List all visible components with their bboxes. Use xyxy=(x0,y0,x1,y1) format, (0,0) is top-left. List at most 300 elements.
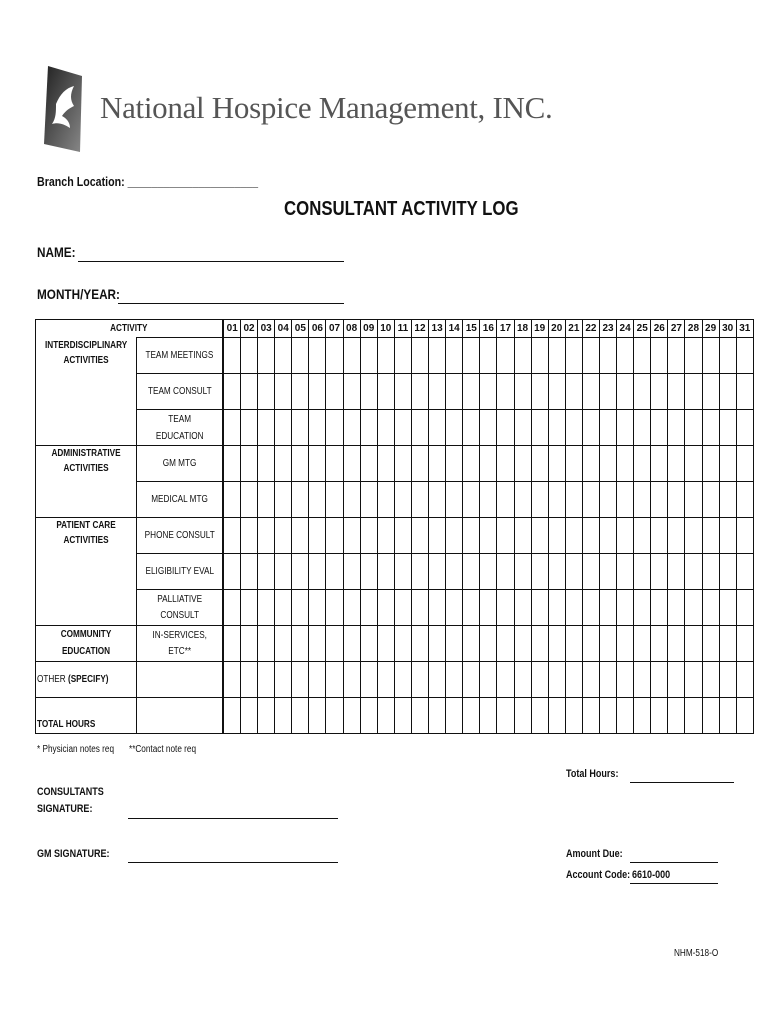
day-cell[interactable] xyxy=(634,590,651,626)
day-cell[interactable] xyxy=(685,662,702,698)
day-cell[interactable] xyxy=(258,338,275,374)
day-cell[interactable] xyxy=(360,662,377,698)
day-cell[interactable] xyxy=(599,662,616,698)
day-cell[interactable] xyxy=(514,554,531,590)
day-cell[interactable] xyxy=(360,410,377,446)
day-cell[interactable] xyxy=(411,338,428,374)
day-cell[interactable] xyxy=(275,554,292,590)
day-cell[interactable] xyxy=(241,482,258,518)
day-cell[interactable] xyxy=(343,554,360,590)
day-cell[interactable] xyxy=(360,446,377,482)
day-cell[interactable] xyxy=(565,446,582,482)
day-cell[interactable] xyxy=(514,446,531,482)
day-cell[interactable] xyxy=(292,626,309,662)
day-cell[interactable] xyxy=(377,482,394,518)
day-cell[interactable] xyxy=(326,626,343,662)
day-cell[interactable] xyxy=(548,338,565,374)
day-cell[interactable] xyxy=(463,446,480,482)
day-cell[interactable] xyxy=(531,410,548,446)
day-cell[interactable] xyxy=(326,446,343,482)
day-cell[interactable] xyxy=(634,410,651,446)
day-cell[interactable] xyxy=(548,554,565,590)
day-cell[interactable] xyxy=(326,590,343,626)
day-cell[interactable] xyxy=(258,374,275,410)
day-cell[interactable] xyxy=(326,338,343,374)
day-cell[interactable] xyxy=(497,446,514,482)
day-cell[interactable] xyxy=(309,554,326,590)
day-cell[interactable] xyxy=(360,338,377,374)
day-cell[interactable] xyxy=(617,374,634,410)
day-cell[interactable] xyxy=(719,554,736,590)
day-cell[interactable] xyxy=(719,626,736,662)
day-cell[interactable] xyxy=(292,482,309,518)
day-cell[interactable] xyxy=(223,338,240,374)
day-cell[interactable] xyxy=(719,482,736,518)
day-cell[interactable] xyxy=(343,338,360,374)
day-cell[interactable] xyxy=(446,374,463,410)
day-cell[interactable] xyxy=(446,698,463,734)
day-cell[interactable] xyxy=(497,482,514,518)
day-cell[interactable] xyxy=(275,626,292,662)
day-cell[interactable] xyxy=(582,518,599,554)
day-cell[interactable] xyxy=(360,698,377,734)
day-cell[interactable] xyxy=(223,482,240,518)
day-cell[interactable] xyxy=(241,338,258,374)
day-cell[interactable] xyxy=(241,446,258,482)
day-cell[interactable] xyxy=(702,698,719,734)
day-cell[interactable] xyxy=(480,374,497,410)
day-cell[interactable] xyxy=(719,518,736,554)
day-cell[interactable] xyxy=(531,554,548,590)
day-cell[interactable] xyxy=(292,338,309,374)
day-cell[interactable] xyxy=(531,590,548,626)
day-cell[interactable] xyxy=(685,554,702,590)
day-cell[interactable] xyxy=(343,482,360,518)
day-cell[interactable] xyxy=(634,698,651,734)
day-cell[interactable] xyxy=(617,698,634,734)
day-cell[interactable] xyxy=(634,446,651,482)
day-cell[interactable] xyxy=(411,518,428,554)
day-cell[interactable] xyxy=(634,626,651,662)
day-cell[interactable] xyxy=(241,554,258,590)
day-cell[interactable] xyxy=(497,590,514,626)
total-hours-field[interactable] xyxy=(630,782,734,783)
day-cell[interactable] xyxy=(446,662,463,698)
day-cell[interactable] xyxy=(326,482,343,518)
name-field[interactable] xyxy=(78,261,344,262)
day-cell[interactable] xyxy=(582,482,599,518)
day-cell[interactable] xyxy=(651,446,668,482)
day-cell[interactable] xyxy=(429,590,446,626)
day-cell[interactable] xyxy=(651,374,668,410)
day-cell[interactable] xyxy=(394,374,411,410)
day-cell[interactable] xyxy=(582,338,599,374)
other-specify-field[interactable] xyxy=(137,662,224,698)
day-cell[interactable] xyxy=(514,410,531,446)
day-cell[interactable] xyxy=(634,374,651,410)
day-cell[interactable] xyxy=(651,410,668,446)
day-cell[interactable] xyxy=(411,590,428,626)
day-cell[interactable] xyxy=(480,482,497,518)
day-cell[interactable] xyxy=(599,626,616,662)
day-cell[interactable] xyxy=(241,518,258,554)
day-cell[interactable] xyxy=(343,374,360,410)
day-cell[interactable] xyxy=(275,446,292,482)
day-cell[interactable] xyxy=(668,338,685,374)
day-cell[interactable] xyxy=(617,590,634,626)
day-cell[interactable] xyxy=(275,482,292,518)
day-cell[interactable] xyxy=(275,698,292,734)
day-cell[interactable] xyxy=(599,338,616,374)
day-cell[interactable] xyxy=(394,554,411,590)
day-cell[interactable] xyxy=(223,554,240,590)
day-cell[interactable] xyxy=(241,626,258,662)
day-cell[interactable] xyxy=(360,482,377,518)
day-cell[interactable] xyxy=(309,374,326,410)
day-cell[interactable] xyxy=(394,698,411,734)
day-cell[interactable] xyxy=(702,518,719,554)
day-cell[interactable] xyxy=(702,374,719,410)
day-cell[interactable] xyxy=(668,482,685,518)
day-cell[interactable] xyxy=(446,590,463,626)
day-cell[interactable] xyxy=(719,374,736,410)
day-cell[interactable] xyxy=(429,446,446,482)
day-cell[interactable] xyxy=(617,554,634,590)
day-cell[interactable] xyxy=(668,554,685,590)
day-cell[interactable] xyxy=(446,518,463,554)
day-cell[interactable] xyxy=(497,662,514,698)
day-cell[interactable] xyxy=(685,338,702,374)
day-cell[interactable] xyxy=(617,662,634,698)
day-cell[interactable] xyxy=(480,662,497,698)
day-cell[interactable] xyxy=(497,626,514,662)
day-cell[interactable] xyxy=(360,374,377,410)
day-cell[interactable] xyxy=(463,482,480,518)
day-cell[interactable] xyxy=(685,698,702,734)
day-cell[interactable] xyxy=(292,698,309,734)
day-cell[interactable] xyxy=(394,446,411,482)
day-cell[interactable] xyxy=(702,482,719,518)
amount-due-field[interactable] xyxy=(630,862,718,863)
day-cell[interactable] xyxy=(292,374,309,410)
day-cell[interactable] xyxy=(223,374,240,410)
day-cell[interactable] xyxy=(377,626,394,662)
day-cell[interactable] xyxy=(702,590,719,626)
day-cell[interactable] xyxy=(719,662,736,698)
day-cell[interactable] xyxy=(497,518,514,554)
day-cell[interactable] xyxy=(599,698,616,734)
day-cell[interactable] xyxy=(565,626,582,662)
day-cell[interactable] xyxy=(360,626,377,662)
day-cell[interactable] xyxy=(668,590,685,626)
day-cell[interactable] xyxy=(309,662,326,698)
day-cell[interactable] xyxy=(668,374,685,410)
day-cell[interactable] xyxy=(634,518,651,554)
day-cell[interactable] xyxy=(258,698,275,734)
day-cell[interactable] xyxy=(463,698,480,734)
day-cell[interactable] xyxy=(394,338,411,374)
day-cell[interactable] xyxy=(326,554,343,590)
day-cell[interactable] xyxy=(480,518,497,554)
day-cell[interactable] xyxy=(565,374,582,410)
day-cell[interactable] xyxy=(702,410,719,446)
day-cell[interactable] xyxy=(292,554,309,590)
day-cell[interactable] xyxy=(463,410,480,446)
day-cell[interactable] xyxy=(394,518,411,554)
day-cell[interactable] xyxy=(480,446,497,482)
day-cell[interactable] xyxy=(275,662,292,698)
day-cell[interactable] xyxy=(514,698,531,734)
day-cell[interactable] xyxy=(309,482,326,518)
day-cell[interactable] xyxy=(292,662,309,698)
day-cell[interactable] xyxy=(309,518,326,554)
day-cell[interactable] xyxy=(343,410,360,446)
day-cell[interactable] xyxy=(668,662,685,698)
day-cell[interactable] xyxy=(377,590,394,626)
day-cell[interactable] xyxy=(634,554,651,590)
day-cell[interactable] xyxy=(463,518,480,554)
day-cell[interactable] xyxy=(565,518,582,554)
day-cell[interactable] xyxy=(394,590,411,626)
day-cell[interactable] xyxy=(685,446,702,482)
day-cell[interactable] xyxy=(702,338,719,374)
day-cell[interactable] xyxy=(309,410,326,446)
day-cell[interactable] xyxy=(582,662,599,698)
day-cell[interactable] xyxy=(223,446,240,482)
day-cell[interactable] xyxy=(565,554,582,590)
day-cell[interactable] xyxy=(719,446,736,482)
day-cell[interactable] xyxy=(497,554,514,590)
day-cell[interactable] xyxy=(548,590,565,626)
day-cell[interactable] xyxy=(446,626,463,662)
day-cell[interactable] xyxy=(514,590,531,626)
day-cell[interactable] xyxy=(497,698,514,734)
day-cell[interactable] xyxy=(275,518,292,554)
day-cell[interactable] xyxy=(668,698,685,734)
day-cell[interactable] xyxy=(685,626,702,662)
day-cell[interactable] xyxy=(377,338,394,374)
day-cell[interactable] xyxy=(514,662,531,698)
day-cell[interactable] xyxy=(429,626,446,662)
day-cell[interactable] xyxy=(411,662,428,698)
day-cell[interactable] xyxy=(223,410,240,446)
day-cell[interactable] xyxy=(292,446,309,482)
day-cell[interactable] xyxy=(223,662,240,698)
day-cell[interactable] xyxy=(309,590,326,626)
day-cell[interactable] xyxy=(411,374,428,410)
day-cell[interactable] xyxy=(480,626,497,662)
day-cell[interactable] xyxy=(411,698,428,734)
day-cell[interactable] xyxy=(599,554,616,590)
day-cell[interactable] xyxy=(446,482,463,518)
day-cell[interactable] xyxy=(582,410,599,446)
day-cell[interactable] xyxy=(394,482,411,518)
day-cell[interactable] xyxy=(480,590,497,626)
day-cell[interactable] xyxy=(241,410,258,446)
day-cell[interactable] xyxy=(668,626,685,662)
day-cell[interactable] xyxy=(411,626,428,662)
day-cell[interactable] xyxy=(651,590,668,626)
day-cell[interactable] xyxy=(531,662,548,698)
day-cell[interactable] xyxy=(582,626,599,662)
day-cell[interactable] xyxy=(258,410,275,446)
day-cell[interactable] xyxy=(377,446,394,482)
day-cell[interactable] xyxy=(668,518,685,554)
day-cell[interactable] xyxy=(651,698,668,734)
day-cell[interactable] xyxy=(736,590,753,626)
day-cell[interactable] xyxy=(531,338,548,374)
day-cell[interactable] xyxy=(429,410,446,446)
day-cell[interactable] xyxy=(651,662,668,698)
day-cell[interactable] xyxy=(736,662,753,698)
day-cell[interactable] xyxy=(531,374,548,410)
day-cell[interactable] xyxy=(429,338,446,374)
day-cell[interactable] xyxy=(651,554,668,590)
day-cell[interactable] xyxy=(565,482,582,518)
day-cell[interactable] xyxy=(668,446,685,482)
day-cell[interactable] xyxy=(258,518,275,554)
day-cell[interactable] xyxy=(241,374,258,410)
day-cell[interactable] xyxy=(480,698,497,734)
day-cell[interactable] xyxy=(617,338,634,374)
day-cell[interactable] xyxy=(548,446,565,482)
day-cell[interactable] xyxy=(651,626,668,662)
day-cell[interactable] xyxy=(326,518,343,554)
day-cell[interactable] xyxy=(531,482,548,518)
day-cell[interactable] xyxy=(223,698,240,734)
day-cell[interactable] xyxy=(429,554,446,590)
day-cell[interactable] xyxy=(360,554,377,590)
day-cell[interactable] xyxy=(223,626,240,662)
day-cell[interactable] xyxy=(429,698,446,734)
day-cell[interactable] xyxy=(565,662,582,698)
day-cell[interactable] xyxy=(394,626,411,662)
day-cell[interactable] xyxy=(582,698,599,734)
day-cell[interactable] xyxy=(429,518,446,554)
day-cell[interactable] xyxy=(292,518,309,554)
day-cell[interactable] xyxy=(719,410,736,446)
day-cell[interactable] xyxy=(599,410,616,446)
day-cell[interactable] xyxy=(480,410,497,446)
day-cell[interactable] xyxy=(582,446,599,482)
day-cell[interactable] xyxy=(617,482,634,518)
day-cell[interactable] xyxy=(514,482,531,518)
day-cell[interactable] xyxy=(548,410,565,446)
day-cell[interactable] xyxy=(411,446,428,482)
day-cell[interactable] xyxy=(514,374,531,410)
day-cell[interactable] xyxy=(617,626,634,662)
day-cell[interactable] xyxy=(548,374,565,410)
day-cell[interactable] xyxy=(531,626,548,662)
day-cell[interactable] xyxy=(463,554,480,590)
day-cell[interactable] xyxy=(634,338,651,374)
day-cell[interactable] xyxy=(582,590,599,626)
day-cell[interactable] xyxy=(599,518,616,554)
day-cell[interactable] xyxy=(326,662,343,698)
day-cell[interactable] xyxy=(360,590,377,626)
day-cell[interactable] xyxy=(292,590,309,626)
day-cell[interactable] xyxy=(514,338,531,374)
day-cell[interactable] xyxy=(446,410,463,446)
day-cell[interactable] xyxy=(241,698,258,734)
day-cell[interactable] xyxy=(685,374,702,410)
day-cell[interactable] xyxy=(258,662,275,698)
day-cell[interactable] xyxy=(326,374,343,410)
day-cell[interactable] xyxy=(446,554,463,590)
day-cell[interactable] xyxy=(258,590,275,626)
day-cell[interactable] xyxy=(223,590,240,626)
day-cell[interactable] xyxy=(446,446,463,482)
day-cell[interactable] xyxy=(548,698,565,734)
day-cell[interactable] xyxy=(548,482,565,518)
month-year-field[interactable] xyxy=(118,303,344,304)
day-cell[interactable] xyxy=(736,446,753,482)
day-cell[interactable] xyxy=(463,338,480,374)
day-cell[interactable] xyxy=(377,518,394,554)
day-cell[interactable] xyxy=(275,590,292,626)
day-cell[interactable] xyxy=(360,518,377,554)
day-cell[interactable] xyxy=(531,446,548,482)
day-cell[interactable] xyxy=(702,626,719,662)
day-cell[interactable] xyxy=(582,554,599,590)
day-cell[interactable] xyxy=(411,482,428,518)
day-cell[interactable] xyxy=(343,446,360,482)
day-cell[interactable] xyxy=(275,338,292,374)
day-cell[interactable] xyxy=(377,662,394,698)
day-cell[interactable] xyxy=(617,518,634,554)
day-cell[interactable] xyxy=(582,374,599,410)
day-cell[interactable] xyxy=(309,698,326,734)
day-cell[interactable] xyxy=(343,698,360,734)
day-cell[interactable] xyxy=(463,626,480,662)
day-cell[interactable] xyxy=(480,338,497,374)
day-cell[interactable] xyxy=(548,662,565,698)
day-cell[interactable] xyxy=(377,554,394,590)
day-cell[interactable] xyxy=(617,446,634,482)
day-cell[interactable] xyxy=(685,410,702,446)
day-cell[interactable] xyxy=(446,338,463,374)
day-cell[interactable] xyxy=(599,482,616,518)
day-cell[interactable] xyxy=(377,410,394,446)
day-cell[interactable] xyxy=(343,518,360,554)
day-cell[interactable] xyxy=(411,554,428,590)
day-cell[interactable] xyxy=(258,446,275,482)
day-cell[interactable] xyxy=(514,518,531,554)
day-cell[interactable] xyxy=(258,482,275,518)
day-cell[interactable] xyxy=(377,698,394,734)
day-cell[interactable] xyxy=(463,662,480,698)
day-cell[interactable] xyxy=(429,662,446,698)
day-cell[interactable] xyxy=(634,662,651,698)
day-cell[interactable] xyxy=(343,662,360,698)
day-cell[interactable] xyxy=(223,518,240,554)
day-cell[interactable] xyxy=(668,410,685,446)
day-cell[interactable] xyxy=(531,518,548,554)
day-cell[interactable] xyxy=(548,626,565,662)
day-cell[interactable] xyxy=(326,410,343,446)
day-cell[interactable] xyxy=(719,338,736,374)
day-cell[interactable] xyxy=(514,626,531,662)
day-cell[interactable] xyxy=(343,590,360,626)
day-cell[interactable] xyxy=(736,698,753,734)
day-cell[interactable] xyxy=(480,554,497,590)
day-cell[interactable] xyxy=(719,590,736,626)
day-cell[interactable] xyxy=(599,590,616,626)
day-cell[interactable] xyxy=(463,374,480,410)
day-cell[interactable] xyxy=(634,482,651,518)
day-cell[interactable] xyxy=(241,662,258,698)
day-cell[interactable] xyxy=(736,518,753,554)
